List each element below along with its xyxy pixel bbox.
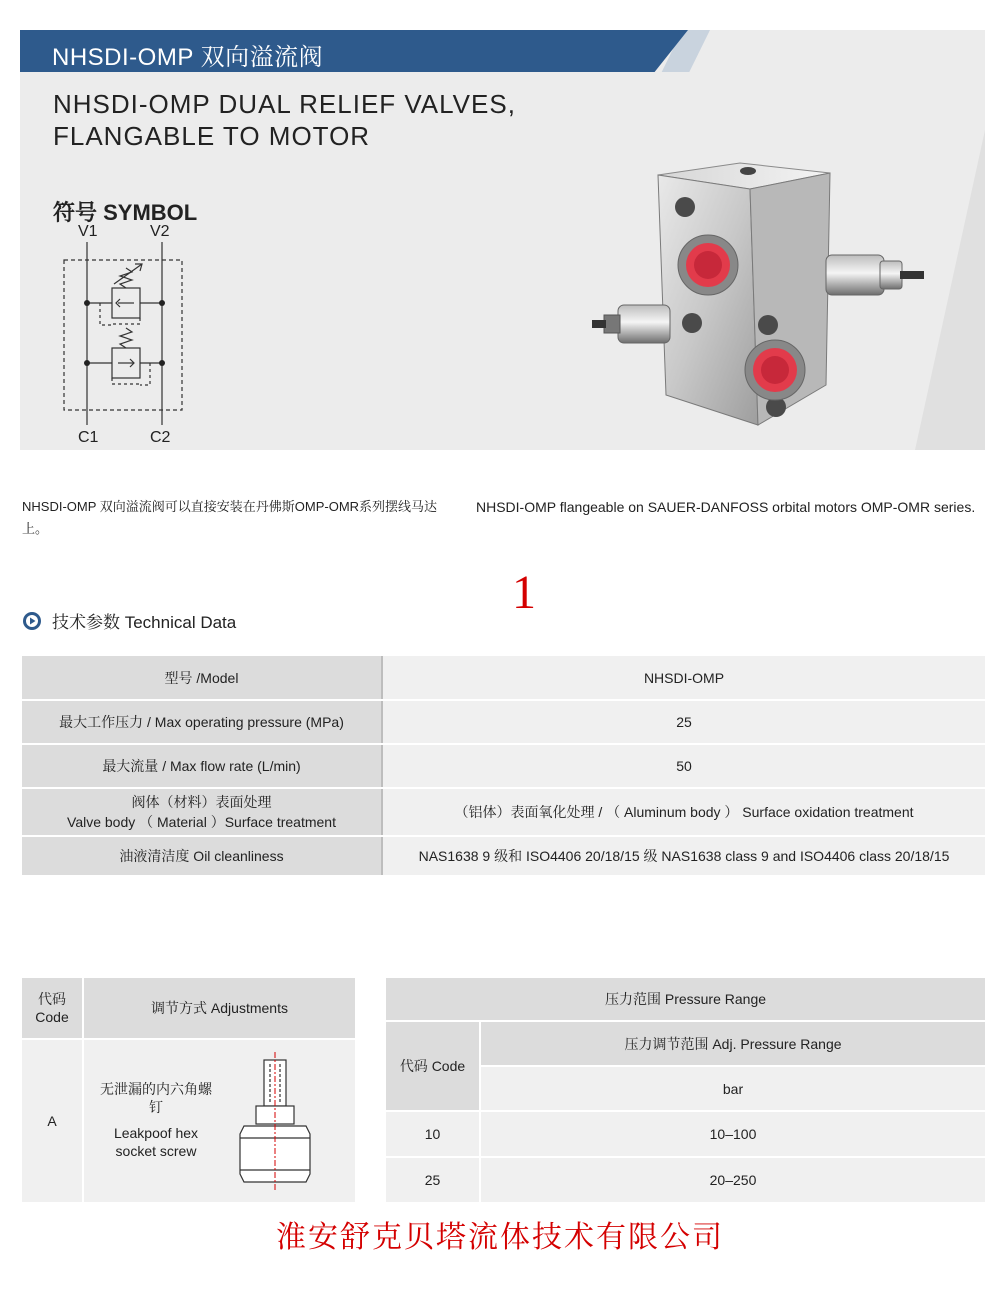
row-label-surface-treatment-cn: 阀体（材料）表面处理 — [131, 794, 272, 810]
product-title-line-2: FLANGABLE TO MOTOR — [53, 121, 371, 151]
adjustment-description-cell — [84, 1040, 355, 1202]
description-chinese: NHSDI-OMP 双向溢流阀可以直接安装在丹佛斯OMP-OMR系列摆线马达上。 — [22, 499, 438, 536]
row-value-model: NHSDI-OMP — [382, 656, 985, 700]
technical-data-heading — [22, 608, 236, 633]
port-label-v1: V1 — [78, 223, 98, 240]
pressure-code-25: 25 — [386, 1158, 479, 1202]
banner-product-tag: NHSDI-OMP 双向溢流阀 — [52, 44, 324, 71]
pressure-range-10: 10–100 — [481, 1112, 985, 1156]
adjustment-code-value: A — [22, 1040, 82, 1202]
product-title-line-1: NHSDI-OMP DUAL RELIEF VALVES, — [53, 89, 516, 119]
table-row — [22, 700, 985, 744]
row-label-surface-treatment — [22, 788, 382, 836]
table-row — [22, 656, 985, 700]
port-label-c1: C1 — [78, 429, 99, 446]
pressure-unit: bar — [481, 1067, 985, 1110]
pressure-code-10: 10 — [386, 1112, 479, 1156]
row-label-max-pressure: 最大工作压力 / Max operating pressure (MPa) — [22, 700, 382, 744]
adjustment-description-cn: 无泄漏的内六角螺钉 — [100, 1081, 212, 1115]
technical-data-title: 技术参数 Technical Data — [52, 613, 237, 632]
table-row — [22, 788, 985, 836]
pressure-code-header: 代码 Code — [386, 1022, 479, 1110]
product-banner — [20, 30, 985, 450]
page-number: 1 — [512, 566, 536, 619]
company-name: 淮安舒克贝塔流体技术有限公司 — [276, 1221, 724, 1254]
valve-product-image — [590, 145, 930, 435]
play-circle-icon — [22, 611, 42, 631]
row-label-surface-treatment-en: Valve body （ Material ）Surface treatment — [67, 814, 336, 830]
row-label-model: 型号 /Model — [22, 656, 382, 700]
symbol-heading: 符号 SYMBOL — [53, 200, 198, 225]
pressure-range-table — [386, 978, 985, 1202]
pressure-adj-range-header: 压力调节范围 Adj. Pressure Range — [481, 1022, 985, 1065]
row-value-max-pressure: 25 — [382, 700, 985, 744]
row-label-max-flow: 最大流量 / Max flow rate (L/min) — [22, 744, 382, 788]
technical-data-table — [22, 656, 985, 877]
adjustment-code-header: 代码 Code — [22, 978, 82, 1038]
row-label-oil-cleanliness: 油液清洁度 Oil cleanliness — [22, 836, 382, 876]
pressure-range-title: 压力范围 Pressure Range — [386, 978, 985, 1020]
description-english: NHSDI-OMP flangeable on SAUER-DANFOSS orbital motors OMP-OMR series. — [476, 499, 976, 515]
table-row — [22, 836, 985, 876]
hydraulic-symbol-diagram — [50, 220, 230, 450]
pressure-range-25: 20–250 — [481, 1158, 985, 1202]
adjustment-type-header: 调节方式 Adjustments — [84, 978, 355, 1038]
port-label-v2: V2 — [150, 223, 170, 240]
adjustment-description — [94, 1080, 218, 1160]
port-label-c2: C2 — [150, 429, 171, 446]
adjustment-table — [22, 978, 355, 1202]
row-value-max-flow: 50 — [382, 744, 985, 788]
adjustment-description-en: Leakpoof hex socket screw — [113, 1125, 199, 1159]
table-row — [22, 744, 985, 788]
product-title — [53, 88, 516, 152]
hex-socket-screw-icon — [234, 1052, 324, 1192]
row-value-surface-treatment: （铝体）表面氧化处理 / （ Aluminum body ） Surface oxidation treatment — [382, 788, 985, 836]
row-value-oil-cleanliness: NAS1638 9 级和 ISO4406 20/18/15 级 NAS1638 class 9 and ISO4406 class 20/18/15 — [382, 836, 985, 876]
